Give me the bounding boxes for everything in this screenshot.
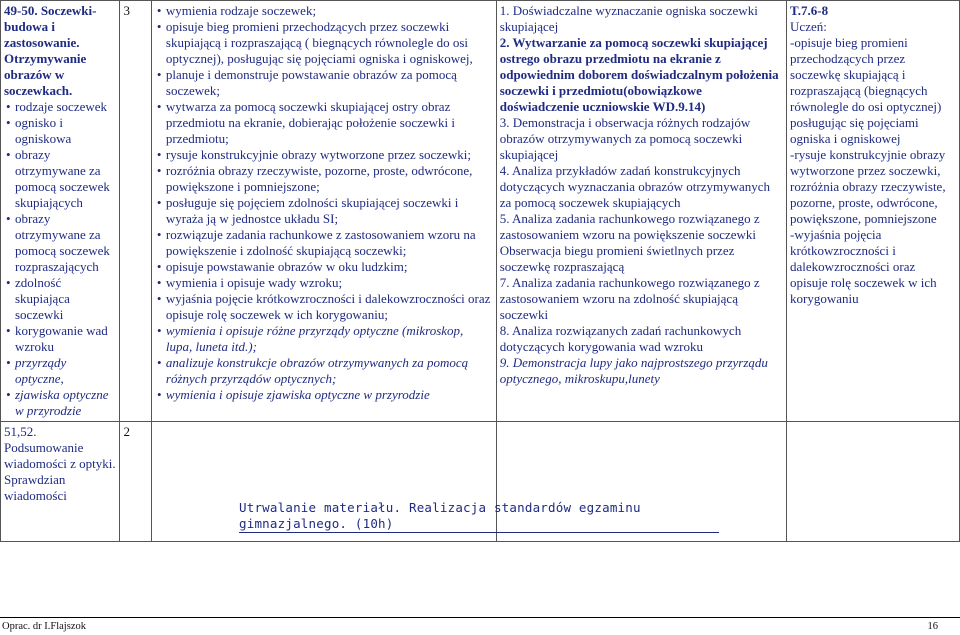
list-item: • rozwiązuje zadania rachunkowe z zastosowaniem wzoru na powiększenie i zdolność skupiającą soczewki; xyxy=(155,227,493,259)
list-item: • analizuje konstrukcje obrazów otrzymywanych za pomocą różnych przyrządów optycznych; xyxy=(155,355,493,387)
list-item: • wymienia i opisuje różne przyrządy optyczne (mikroskop, lupa, luneta itd.); xyxy=(155,323,493,355)
standard-label: Uczeń: xyxy=(790,19,827,34)
hours-cell: 2 xyxy=(120,422,151,542)
list-item: • przyrządy optyczne, xyxy=(4,355,116,387)
list-item: • wyjaśnia pojęcie krótkowzroczności i dalekowzroczności oraz opisuje rolę soczewek w ich korygowaniu; xyxy=(155,291,493,323)
requirements-list xyxy=(155,3,493,403)
list-item: • opisuje bieg promieni przechodzących przez soczewki skupiającą i rozpraszającą ( biegnących równolegle do osi optycznej), posługując się pojęciami ogniska i ogniskowej, xyxy=(155,19,493,67)
list-item: • rysuje konstrukcyjnie obrazy wytworzone przez soczewki; xyxy=(155,147,493,163)
activity-item: 2. Wytwarzanie za pomocą soczewki skupiającej ostrego obrazu przedmiotu na ekranie z odpowiednim doborem doświadczalnym położenia soczewki i przedmiotu(obowiązkowe doświadczenie uczniowskie WD.9.14) xyxy=(499,35,779,114)
activity-item: 9. Demonstracja lupy jako najprostszego przyrządu optycznego, mikroskupu,lunety xyxy=(499,355,768,386)
hours-cell: 3 xyxy=(120,1,151,422)
activity-item: 4. Analiza przykładów zadań konstrukcyjnych dotyczących wyznaczania obrazów otrzymywanych za pomocą soczewek skupiających xyxy=(499,163,771,210)
list-item: • posługuje się pojęciem zdolności skupiającej soczewki i wyraża ją w jednostce układu SI; xyxy=(155,195,493,227)
list-item: • obrazy otrzymywane za pomocą soczewek skupiających xyxy=(4,147,116,211)
list-item: • planuje i demonstruje powstawanie obrazów za pomocą soczewek; xyxy=(155,67,493,99)
standard-line: -wyjaśnia pojęcia krótkowzroczności i dalekowzroczności oraz opisuje rolę soczewek w ich korygowaniu xyxy=(790,227,937,306)
list-item: • obrazy otrzymywane za pomocą soczewek rozpraszających xyxy=(4,211,116,275)
list-item: • zjawiska optyczne w przyrodzie xyxy=(4,387,116,419)
list-item: • wymienia rodzaje soczewek; xyxy=(155,3,493,19)
page-footer xyxy=(0,617,960,632)
list-item: • ognisko i ogniskowa xyxy=(4,115,116,147)
activity-item: 5. Analiza zadania rachunkowego rozwiązanego z zastosowaniem wzoru na powiększenie soczewki Obserwacja biegu promieni świetlnych przez soczewkę rozpraszającą xyxy=(499,211,760,274)
activity-item: 3. Demonstracja i obserwacja różnych rodzajów obrazów otrzymywanych za pomocą soczewki skupiającej xyxy=(499,115,751,162)
standard-line: -opisuje bieg promieni przechodzących przez soczewkę skupiającą i rozpraszającą (biegnących równolegle do osi optycznej) posługując się pojęciami ogniska i ogniskowej xyxy=(790,35,942,146)
topic-cell: 51,52. Podsumowanie wiadomości z optyki. Sprawdzian wiadomości xyxy=(1,422,120,542)
topic-cell xyxy=(1,1,120,422)
author-credit: Oprac. dr I.Flajszok xyxy=(2,621,86,632)
list-item: • zdolność skupiająca soczewki xyxy=(4,275,116,323)
summary-note: Utrwalanie materiału. Realizacja standardów egzaminu gimnazjalnego. (10h) xyxy=(239,500,719,533)
requirements-cell xyxy=(151,1,496,422)
empty-cell xyxy=(787,422,960,542)
standard-code: T.7.6-8 xyxy=(790,3,829,18)
list-item: • wymienia i opisuje wady wzroku; xyxy=(155,275,493,291)
activities-cell xyxy=(496,1,786,422)
activity-item: 1. Doświadczalne wyznaczanie ogniska soczewki skupiającej xyxy=(499,3,758,34)
list-item: • opisuje powstawanie obrazów w oku ludzkim; xyxy=(155,259,493,275)
activity-item: 7. Analiza zadania rachunkowego rozwiązanego z zastosowaniem wzoru na zdolność skupiającą soczewki xyxy=(499,275,760,322)
list-item: • rozróżnia obrazy rzeczywiste, pozorne, proste, odwrócone, powiększone i pomniejszone; xyxy=(155,163,493,195)
topic-list xyxy=(4,99,116,419)
list-item: • rodzaje soczewek xyxy=(4,99,116,115)
topic-title: 49-50. Soczewki-budowa i zastosowanie. Otrzymywanie obrazów w soczewkach. xyxy=(4,3,97,98)
activity-item: 8. Analiza rozwiązanych zadań rachunkowych dotyczących korygowania wad wzroku xyxy=(499,323,742,354)
standard-line: -rysuje konstrukcyjnie obrazy wytworzone przez soczewki, rozróżnia obrazy rzeczywiste, pozorne, proste, odwrócone, powiększone, pomniejszone xyxy=(790,147,946,226)
page-number: 16 xyxy=(927,621,938,632)
list-item: • wytwarza za pomocą soczewki skupiającej ostry obraz przedmiotu na ekranie, dobierając położenie soczewki i przedmiotu; xyxy=(155,99,493,147)
standards-cell xyxy=(787,1,960,422)
table-row xyxy=(1,1,960,422)
list-item: • wymienia i opisuje zjawiska optyczne w przyrodzie xyxy=(155,387,493,403)
list-item: • korygowanie wad wzroku xyxy=(4,323,116,355)
